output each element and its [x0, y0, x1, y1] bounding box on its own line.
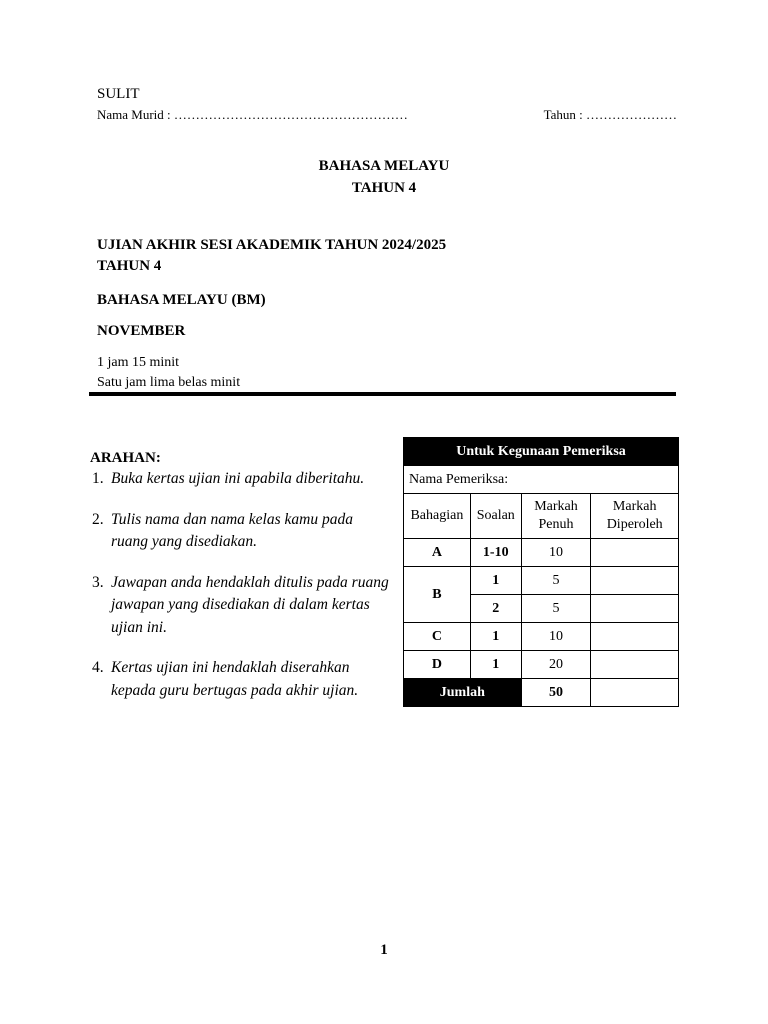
- instruction-text: Buka kertas ujian ini apabila diberitahu.: [111, 470, 365, 487]
- student-name-field: Nama Murid : ………………………………………………: [97, 107, 408, 122]
- page-number: 1: [380, 942, 388, 958]
- question-cell: 1: [470, 623, 521, 651]
- column-header: Soalan: [470, 494, 521, 539]
- instruction-item: 3. Jawapan anda hendaklah ditulis pada ruang jawapan yang disediakan di dalam kertas ujian ini.: [92, 573, 389, 636]
- exam-month: NOVEMBER: [97, 323, 186, 339]
- obtained-marks-cell: [591, 595, 679, 623]
- column-header: Markah Penuh: [521, 494, 591, 539]
- question-cell: 1: [470, 567, 521, 595]
- table-row: [404, 539, 679, 567]
- examiner-marks-table: [403, 437, 679, 707]
- instructions-list: [90, 468, 390, 720]
- column-header: Bahagian: [404, 494, 471, 539]
- obtained-marks-cell: [591, 623, 679, 651]
- subject-title: BAHASA MELAYU: [318, 158, 450, 174]
- column-header: Markah Diperoleh: [591, 494, 679, 539]
- marks-table-title: Untuk Kegunaan Pemeriksa: [404, 438, 679, 466]
- subject-year: TAHUN 4: [351, 180, 417, 196]
- full-marks-cell: 5: [521, 595, 591, 623]
- section-cell: D: [404, 651, 471, 679]
- full-marks-cell: 10: [521, 539, 591, 567]
- instructions-heading: ARAHAN:: [90, 450, 161, 466]
- exam-duration: 1 jam 15 minit: [97, 355, 180, 370]
- exam-duration-words: Satu jam lima belas minit: [97, 375, 241, 390]
- instruction-item: 2. Tulis nama dan nama kelas kamu pada ruang yang disediakan.: [92, 510, 353, 550]
- table-row: [404, 651, 679, 679]
- obtained-marks-cell: [591, 651, 679, 679]
- examiner-name-label: Nama Pemeriksa:: [404, 466, 679, 494]
- year-field: Tahun : …………………: [543, 107, 677, 122]
- instruction-item: 4. Kertas ujian ini hendaklah diserahkan kepada guru bertugas pada akhir ujian.: [92, 659, 359, 699]
- instruction-text: Kertas ujian ini hendaklah diserahkan kepada guru bertugas pada akhir ujian.: [111, 659, 359, 699]
- table-row: [404, 567, 679, 595]
- question-cell: 1: [470, 651, 521, 679]
- paper-name: BAHASA MELAYU (BM): [97, 292, 266, 308]
- instruction-text: Jawapan anda hendaklah ditulis pada ruang jawapan yang disediakan di dalam kertas ujian ini.: [111, 573, 389, 636]
- section-cell: B: [404, 567, 471, 623]
- exam-title: UJIAN AKHIR SESI AKADEMIK TAHUN 2024/2025: [97, 237, 447, 253]
- full-marks-cell: 20: [521, 651, 591, 679]
- section-cell: C: [404, 623, 471, 651]
- question-cell: 2: [470, 595, 521, 623]
- question-cell: 1-10: [470, 539, 521, 567]
- table-row: [404, 623, 679, 651]
- obtained-marks-cell: [591, 539, 679, 567]
- confidential-label: SULIT: [97, 86, 140, 102]
- total-full-marks: 50: [521, 679, 591, 707]
- instruction-item: 1. Buka kertas ujian ini apabila diberitahu.: [92, 470, 365, 487]
- header-divider: [89, 392, 676, 396]
- obtained-marks-cell: [591, 567, 679, 595]
- instruction-text: Tulis nama dan nama kelas kamu pada ruang yang disediakan.: [111, 510, 353, 550]
- section-cell: A: [404, 539, 471, 567]
- total-obtained-marks: [591, 679, 679, 707]
- total-label: Jumlah: [404, 679, 522, 707]
- full-marks-cell: 10: [521, 623, 591, 651]
- full-marks-cell: 5: [521, 567, 591, 595]
- exam-year: TAHUN 4: [97, 258, 162, 274]
- total-row: [404, 679, 679, 707]
